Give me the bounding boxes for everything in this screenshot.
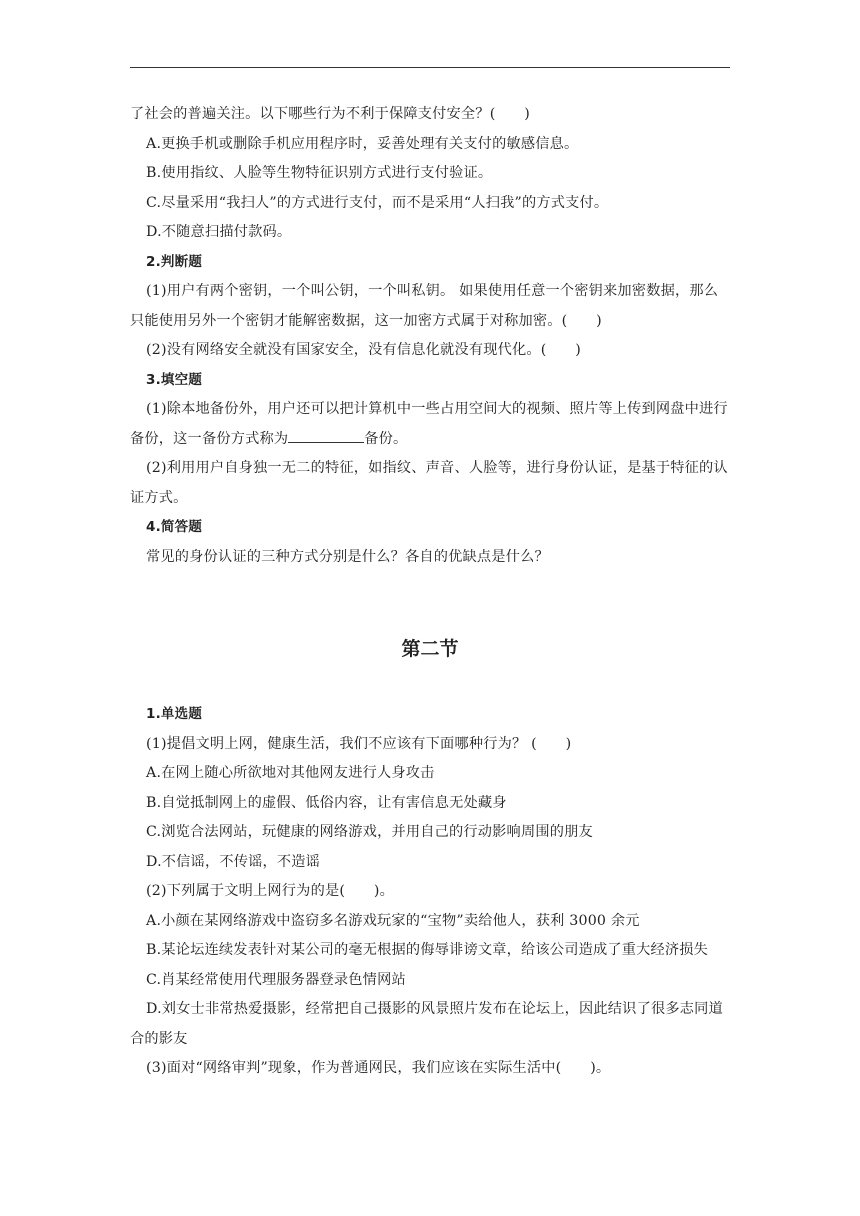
question-2: (2)下列属于文明上网行为的是( )。: [146, 883, 394, 899]
judge-question-2: (2)没有网络安全就没有国家安全，没有信息化就没有现代化。( ): [146, 342, 582, 358]
question-tail: 了社会的普遍关注。以下哪些行为不利于保障支付安全？( ): [130, 106, 530, 122]
short-answer-heading: 4.简答题: [146, 519, 203, 535]
option-a: A.更换手机或删除手机应用程序时，妥善处理有关支付的敏感信息。: [146, 135, 579, 152]
q2-option-d: D.刘女士非常热爱摄影，经常把自己摄影的风景照片发布在论坛上，因此结识了很多志同道合的影友: [130, 1001, 723, 1047]
q1-option-d: D.不信谣，不传谣，不造谣: [146, 853, 321, 870]
fill-question-1-end: 备份。: [364, 430, 408, 447]
single-choice-heading: 1.单选题: [146, 706, 203, 722]
q2-option-c: C.肖某经常使用代理服务器登录色情网站: [146, 971, 406, 988]
page-content: [130, 100, 730, 1084]
section-title: 第二节: [401, 638, 459, 660]
judge-question-1: (1)用户有两个密钥，一个叫公钥，一个叫私钥。 如果使用任意一个密钥来加密数据，那么只能使用另外一个密钥才能解密数据，这一加密方式属于对称加密。( ): [130, 283, 719, 329]
judge-heading: 2.判断题: [146, 253, 203, 270]
q1-option-b: B.自觉抵制网上的虚假、低俗内容，让有害信息无处藏身: [146, 794, 507, 811]
question-1: (1)提倡文明上网，健康生活，我们不应该有下面哪种行为？ ( ): [146, 735, 572, 752]
fill-question-1: [130, 395, 730, 454]
short-answer-question: 常见的身份认证的三种方式分别是什么？各自的优缺点是什么？: [146, 548, 549, 565]
option-d: D.不随意扫描付款码。: [146, 224, 292, 240]
q2-option-a: A.小颜在某网络游戏中盗窃多名游戏玩家的“宝物”卖给他人，获利 3000 余元: [146, 912, 640, 929]
q2-option-b: B.某论坛连续发表针对某公司的毫无根据的侮辱诽谤文章，给该公司造成了重大经济损失: [146, 942, 709, 958]
fill-question-2: (2)利用用户自身独一无二的特征，如指纹、声音、人脸等，进行身份认证，是基于特征的认证方式。: [130, 460, 728, 506]
option-b: B.使用指纹、人脸等生物特征识别方式进行支付验证。: [146, 165, 493, 181]
option-c: C.尽量采用“我扫人”的方式进行支付，而不是采用“人扫我”的方式支付。: [146, 194, 609, 211]
fill-question-1-text: (1)除本地备份外，用户还可以把计算机中一些占用空间大的视频、照片等上传到网盘中进行备份，这一备份方式称为: [130, 401, 728, 447]
header-rule: [130, 67, 730, 68]
q1-option-a: A.在网上随心所欲地对其他网友进行人身攻击: [146, 765, 435, 781]
q1-option-c: C.浏览合法网站，玩健康的网络游戏，并用自己的行动影响周围的朋友: [146, 824, 593, 840]
fill-heading: 3.填空题: [146, 371, 203, 388]
question-3: (3)面对“网络审判”现象，作为普通网民，我们应该在实际生活中( )。: [146, 1060, 611, 1076]
fill-blank: [288, 426, 364, 443]
